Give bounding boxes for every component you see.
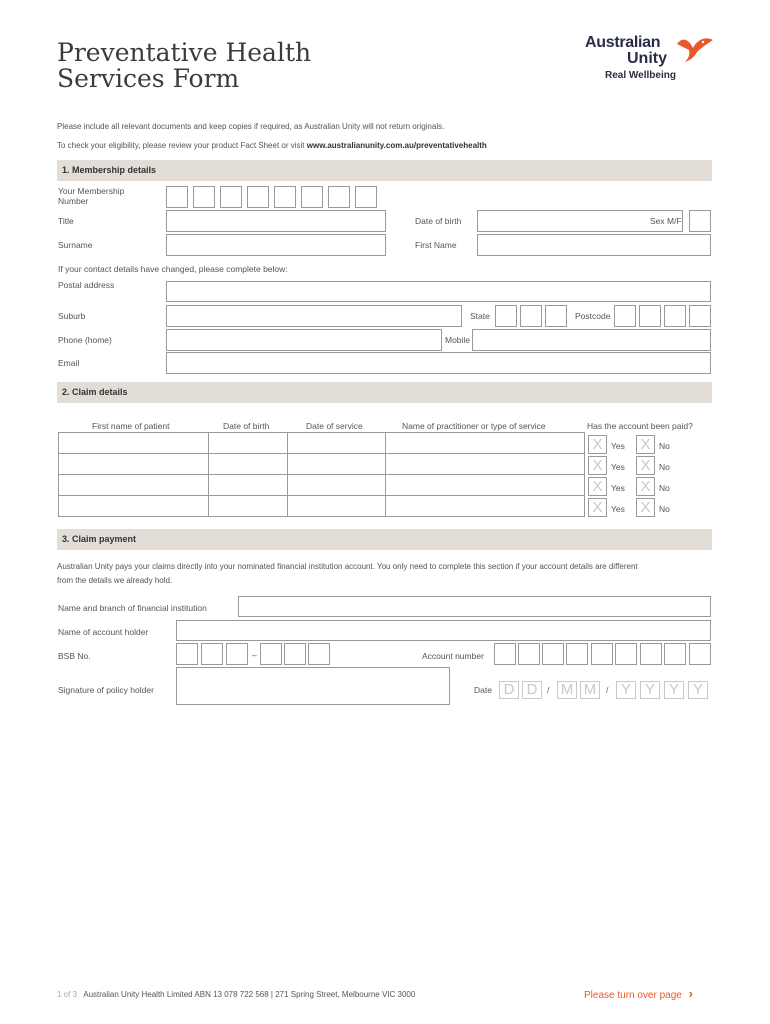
institution-label: Name and branch of financial institution: [58, 603, 207, 613]
date-year-1[interactable]: Y: [616, 681, 636, 699]
no-label: No: [659, 504, 670, 514]
col-practitioner: Name of practitioner or type of service: [402, 421, 546, 431]
section-membership-heading: 1. Membership details: [57, 160, 712, 181]
account-digit-9[interactable]: [689, 643, 711, 665]
table-row: [59, 433, 585, 454]
account-digit-4[interactable]: [566, 643, 588, 665]
membership-number-label-line1: Your Membership: [58, 186, 125, 196]
payment-para-line1: Australian Unity pays your claims directly into your nominated financial institution account. You only need to complete this section if your account details are different: [57, 562, 638, 571]
account-digit-1[interactable]: [494, 643, 516, 665]
account-digit-2[interactable]: [518, 643, 540, 665]
postcode-box-1[interactable]: [614, 305, 636, 327]
page-number: 1 of 3: [57, 990, 78, 999]
date-month-2[interactable]: M: [580, 681, 600, 699]
patient-dob-cell[interactable]: [209, 433, 288, 454]
bsb-label: BSB No.: [58, 651, 91, 661]
account-holder-field[interactable]: [176, 620, 711, 641]
date-label: Date: [474, 685, 492, 695]
paid-yes-checkbox[interactable]: X: [588, 477, 607, 496]
postcode-label: Postcode: [575, 311, 611, 321]
patient-name-cell[interactable]: [59, 496, 209, 517]
state-box-3[interactable]: [545, 305, 567, 327]
patient-dob-cell[interactable]: [209, 475, 288, 496]
col-account-paid: Has the account been paid?: [587, 421, 693, 431]
mobile-field[interactable]: [472, 329, 711, 351]
intro-line2-text: To check your eligibility, please review your product Fact Sheet or visit: [57, 141, 307, 150]
surname-field[interactable]: [166, 234, 386, 256]
table-row: [59, 454, 585, 475]
footer: [57, 990, 415, 999]
account-digit-5[interactable]: [591, 643, 613, 665]
date-year-4[interactable]: Y: [688, 681, 708, 699]
membership-digit-7[interactable]: [328, 186, 350, 208]
intro-line2: [57, 141, 487, 150]
date-slash-2: /: [606, 685, 609, 695]
form-title: [57, 40, 311, 92]
account-digit-6[interactable]: [615, 643, 637, 665]
date-year-3[interactable]: Y: [664, 681, 684, 699]
email-label: Email: [58, 358, 80, 368]
yes-label: Yes: [611, 462, 625, 472]
logo-line2: Unity: [627, 50, 667, 67]
first-name-label: First Name: [415, 240, 457, 250]
table-row: [59, 475, 585, 496]
first-name-field[interactable]: [477, 234, 711, 256]
bsb-box-5[interactable]: [284, 643, 306, 665]
state-label: State: [470, 311, 490, 321]
bsb-box-3[interactable]: [226, 643, 248, 665]
service-date-cell[interactable]: [288, 454, 386, 475]
date-day-1[interactable]: D: [499, 681, 519, 699]
yes-label: Yes: [611, 483, 625, 493]
state-box-2[interactable]: [520, 305, 542, 327]
paid-no-checkbox[interactable]: X: [636, 498, 655, 517]
form-title-line2: Services Form: [57, 64, 240, 93]
postal-address-label: Postal address: [58, 280, 115, 290]
account-holder-label: Name of account holder: [58, 627, 149, 637]
col-date-of-birth: Date of birth: [223, 421, 270, 431]
service-date-cell[interactable]: [288, 475, 386, 496]
bird-icon: [673, 34, 715, 66]
service-date-cell[interactable]: [288, 496, 386, 517]
postal-address-field[interactable]: [166, 281, 711, 302]
suburb-field[interactable]: [166, 305, 462, 327]
no-label: No: [659, 483, 670, 493]
phone-home-field[interactable]: [166, 329, 442, 351]
date-slash-1: /: [547, 685, 550, 695]
eligibility-link[interactable]: www.australianunity.com.au/preventativehealth: [306, 141, 487, 150]
practitioner-cell[interactable]: [386, 496, 585, 517]
bsb-box-1[interactable]: [176, 643, 198, 665]
paid-yes-checkbox[interactable]: X: [588, 435, 607, 454]
col-date-of-service: Date of service: [306, 421, 363, 431]
title-label: Title: [58, 216, 74, 226]
table-row: [59, 496, 585, 517]
patient-dob-cell[interactable]: [209, 496, 288, 517]
date-month-1[interactable]: M: [557, 681, 577, 699]
membership-digit-1[interactable]: [166, 186, 188, 208]
sex-label: Sex M/F: [650, 216, 682, 226]
yes-label: Yes: [611, 441, 625, 451]
bsb-dash: –: [252, 650, 257, 660]
section-claim-details-heading: 2. Claim details: [57, 382, 712, 403]
paid-yes-checkbox[interactable]: X: [588, 456, 607, 475]
no-label: No: [659, 462, 670, 472]
phone-home-label: Phone (home): [58, 335, 112, 345]
service-date-cell[interactable]: [288, 433, 386, 454]
membership-digit-2[interactable]: [193, 186, 215, 208]
postcode-box-4[interactable]: [689, 305, 711, 327]
sex-field[interactable]: [689, 210, 711, 232]
col-first-name: First name of patient: [92, 421, 170, 431]
patient-name-cell[interactable]: [59, 475, 209, 496]
australian-unity-logo: [583, 34, 718, 84]
paid-no-checkbox[interactable]: X: [636, 435, 655, 454]
signature-label: Signature of policy holder: [58, 685, 154, 695]
date-year-2[interactable]: Y: [640, 681, 660, 699]
intro-line1: Please include all relevant documents and keep copies if required, as Australian Unity will not return originals.: [57, 122, 445, 131]
form-title-line1: Preventative Health: [57, 38, 312, 67]
bsb-box-2[interactable]: [201, 643, 223, 665]
turn-over-text: Please turn over page: [584, 990, 682, 1001]
patient-name-cell[interactable]: [59, 433, 209, 454]
logo-tagline: Real Wellbeing: [605, 70, 676, 81]
practitioner-cell[interactable]: [386, 475, 585, 496]
membership-digit-3[interactable]: [220, 186, 242, 208]
practitioner-cell[interactable]: [386, 454, 585, 475]
date-day-2[interactable]: D: [522, 681, 542, 699]
suburb-label: Suburb: [58, 311, 86, 321]
signature-field[interactable]: [176, 667, 450, 705]
date-of-birth-label: Date of birth: [415, 216, 462, 226]
yes-label: Yes: [611, 504, 625, 514]
footer-company: Australian Unity Health Limited ABN 13 078 722 568 | 271 Spring Street, Melbourne VIC 3000: [83, 990, 416, 999]
membership-digit-4[interactable]: [247, 186, 269, 208]
paid-yes-checkbox[interactable]: X: [588, 498, 607, 517]
institution-field[interactable]: [238, 596, 711, 617]
bsb-box-6[interactable]: [308, 643, 330, 665]
account-number-label: Account number: [422, 651, 484, 661]
contact-note: If your contact details have changed, please complete below:: [58, 264, 288, 274]
chevron-right-icon: ›: [688, 986, 693, 1001]
bsb-box-4[interactable]: [260, 643, 282, 665]
account-digit-8[interactable]: [664, 643, 686, 665]
membership-number-label: [58, 186, 124, 206]
payment-para-line2: from the details we already hold.: [57, 576, 173, 585]
membership-digit-8[interactable]: [355, 186, 377, 208]
practitioner-cell[interactable]: [386, 433, 585, 454]
title-field[interactable]: [166, 210, 386, 232]
surname-label: Surname: [58, 240, 93, 250]
section-claim-payment-heading: 3. Claim payment: [57, 529, 712, 550]
account-digit-3[interactable]: [542, 643, 564, 665]
membership-digit-6[interactable]: [301, 186, 323, 208]
email-field[interactable]: [166, 352, 711, 374]
patient-name-cell[interactable]: [59, 454, 209, 475]
membership-digit-5[interactable]: [274, 186, 296, 208]
paid-no-checkbox[interactable]: X: [636, 456, 655, 475]
turn-over-note: [584, 986, 693, 1001]
membership-number-label-line2: Number: [58, 196, 89, 206]
mobile-label: Mobile: [445, 335, 471, 345]
postcode-box-3[interactable]: [664, 305, 686, 327]
no-label: No: [659, 441, 670, 451]
claims-table: [58, 432, 585, 517]
patient-dob-cell[interactable]: [209, 454, 288, 475]
account-digit-7[interactable]: [640, 643, 662, 665]
logo-line1: Australian: [585, 34, 661, 51]
paid-no-checkbox[interactable]: X: [636, 477, 655, 496]
postcode-box-2[interactable]: [639, 305, 661, 327]
state-box-1[interactable]: [495, 305, 517, 327]
